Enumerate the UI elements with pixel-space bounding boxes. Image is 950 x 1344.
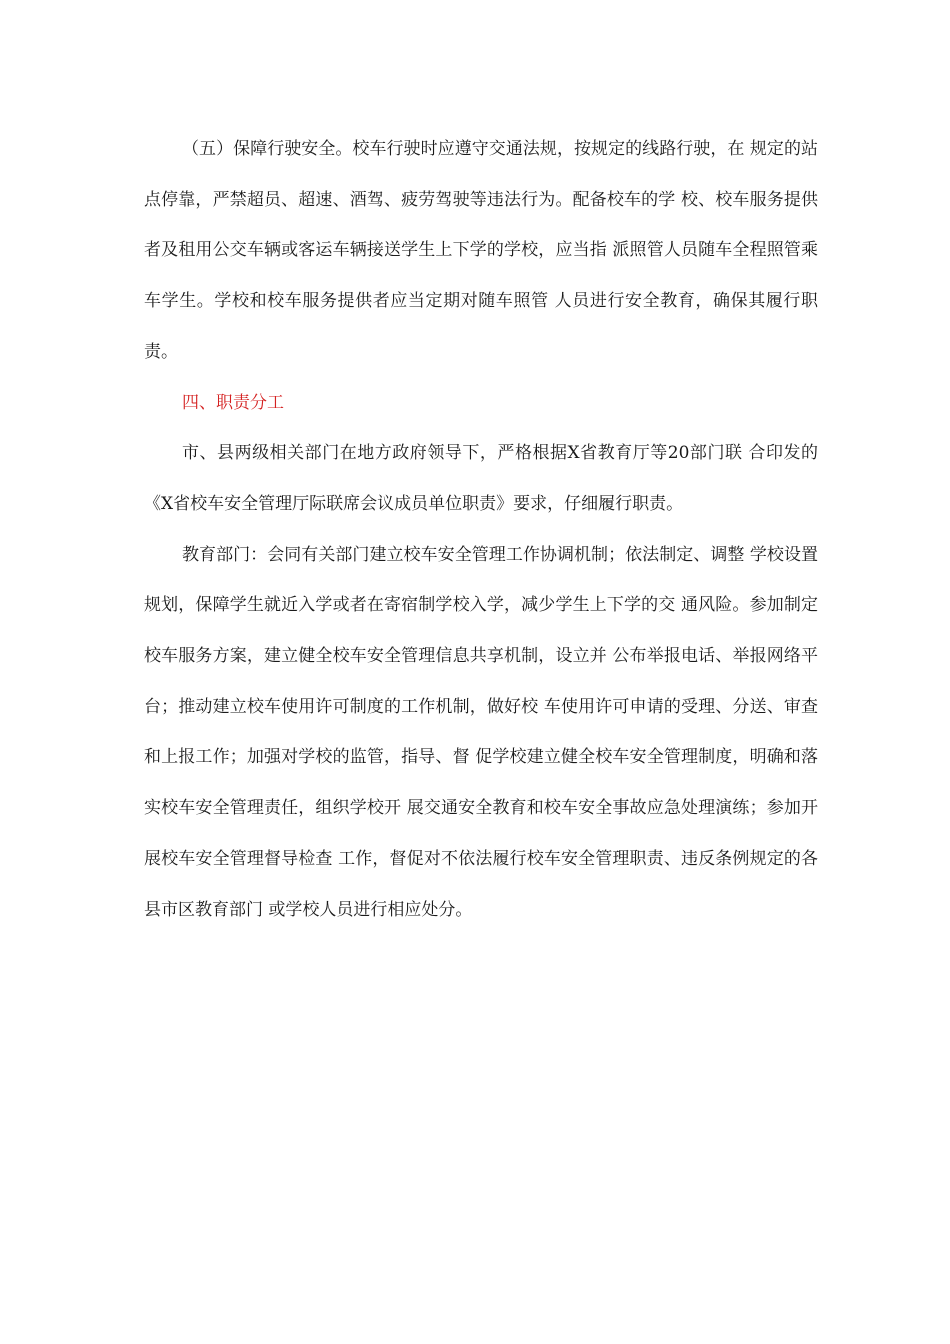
section-heading-responsibilities: 四、职责分工	[182, 392, 284, 413]
paragraph-education-department: 教育部门：会同有关部门建立校车安全管理工作协调机制；依法制定、调整 学校设置规划，保障学生就近入学或者在寄宿制学校入学，减少学生上下学的交 通风险。参加制定校车服务方案，建立健全校车安全管理信息共享机制，设立并 公布举报电话、举报网络平台；推动建立校车使用许可制度的工作机制，做好校 车使用许可申请的受理、分送、审查和上报工作；加强对学校的监管，指导、督 促学校建立健全校车安全管理制度，明确和落实校车安全管理责任，组织学校开 展交通安全教育和校车安全事故应急处理演练；参加开展校车安全管理督导检查 工作，督促对不依法履行校车安全管理职责、违反条例规定的各县市区教育部门 或学校人员进行相应处分。	[144, 544, 818, 920]
document-body	[144, 124, 818, 935]
paragraph-driving-safety: （五）保障行驶安全。校车行驶时应遵守交通法规，按规定的线路行驶，在 规定的站点停靠，严禁超员、超速、酒驾、疲劳驾驶等违法行为。配备校车的学 校、校车服务提供者及租用公交车辆或客运车辆接送学生上下学的学校，应当指 派照管人员随车全程照管乘车学生。学校和校车服务提供者应当定期对随车照管 人员进行安全教育，确保其履行职责。	[144, 139, 818, 362]
paragraph-departments-duties: 市、县两级相关部门在地方政府领导下，严格根据X省教育厅等20部门联 合印发的《X省校车安全管理厅际联席会议成员单位职责》要求，仔细履行职责。	[144, 443, 818, 514]
